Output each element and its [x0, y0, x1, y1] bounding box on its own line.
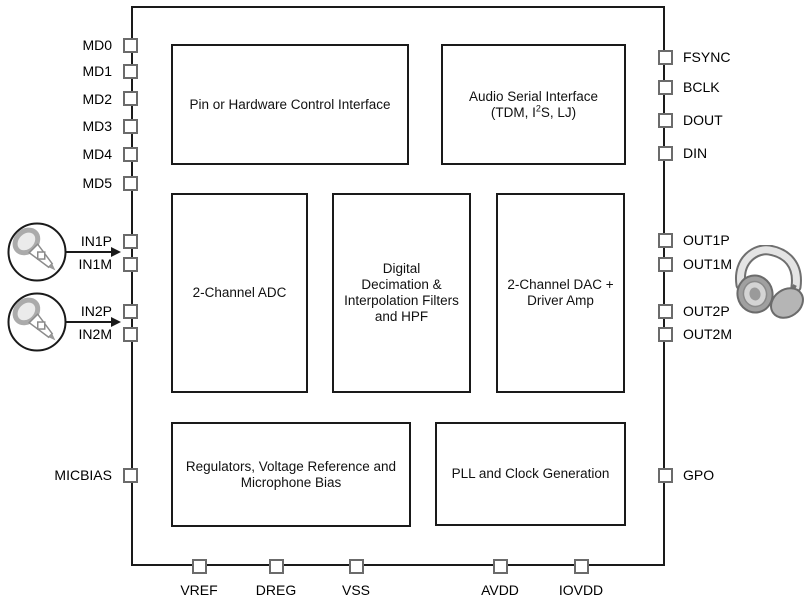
block-label: Microphone Bias	[240, 474, 342, 490]
pin-label-dout: DOUT	[683, 112, 723, 128]
mic2-arrow-head	[111, 317, 121, 327]
pin-label-dreg: DREG	[255, 582, 297, 598]
pin-iovdd	[574, 559, 589, 574]
block-pll-clock-generation	[435, 422, 626, 526]
pin-out2p	[658, 304, 673, 319]
pin-label-micbias: MICBIAS	[54, 467, 112, 483]
mic1-arrow-line	[64, 251, 112, 253]
pin-label-bclk: BCLK	[683, 79, 720, 95]
mic1-arrow-head	[111, 247, 121, 257]
pin-label-in2m: IN2M	[78, 326, 112, 342]
pin-label-out1p: OUT1P	[683, 232, 730, 248]
pin-label-md1: MD1	[82, 63, 112, 79]
block-label: and HPF	[374, 309, 429, 324]
pin-label-in2p: IN2P	[80, 303, 112, 319]
pin-in2p	[123, 304, 138, 319]
pin-vref	[192, 559, 207, 574]
pin-in1p	[123, 234, 138, 249]
pin-label-out1m: OUT1M	[683, 256, 732, 272]
block-digital-decimation-interpolation-filters	[332, 193, 471, 393]
pin-label-md2: MD2	[82, 91, 112, 107]
pin-in2m	[123, 327, 138, 342]
block-regulators-voltage-reference-micbias	[171, 422, 411, 527]
pin-in1m	[123, 257, 138, 272]
pin-dout	[658, 113, 673, 128]
pin-label-in1p: IN1P	[80, 233, 112, 249]
block-label: Regulators, Voltage Reference and	[185, 458, 397, 474]
pin-label-din: DIN	[683, 145, 708, 161]
pin-label-vref: VREF	[180, 582, 218, 598]
asi-line2-superscript: 2	[535, 103, 541, 113]
pin-fsync	[658, 50, 673, 65]
pin-micbias	[123, 468, 138, 483]
pin-label-out2m: OUT2M	[683, 326, 732, 342]
pin-out1p	[658, 233, 673, 248]
pin-label-iovdd: IOVDD	[558, 582, 604, 598]
pin-label-md3: MD3	[82, 118, 112, 134]
block-label: Decimation &	[361, 277, 442, 292]
block-2-channel-adc	[171, 193, 308, 393]
pin-label-fsync: FSYNC	[683, 49, 731, 65]
mic2-arrow-line	[64, 321, 112, 323]
pin-label-in1m: IN1M	[78, 256, 112, 272]
pin-bclk	[658, 80, 673, 95]
block-2-channel-dac-driver-amp	[496, 193, 625, 393]
microphone-icon	[6, 221, 68, 283]
block-label: 2-Channel DAC +	[507, 277, 614, 292]
microphone-icon	[6, 291, 68, 353]
block-label: PLL and Clock Generation	[451, 466, 610, 481]
pin-din	[658, 146, 673, 161]
pin-label-md4: MD4	[82, 146, 112, 162]
pin-label-vss: VSS	[341, 582, 370, 598]
block-label: Driver Amp	[527, 293, 594, 308]
pin-md4	[123, 147, 138, 162]
pin-avdd	[493, 559, 508, 574]
block-label-line2	[491, 105, 576, 121]
pin-dreg	[269, 559, 284, 574]
block-label: Digital	[382, 261, 421, 276]
block-pin-hardware-control-interface	[171, 44, 409, 165]
pin-label-gpo: GPO	[683, 467, 715, 483]
block-label: Interpolation Filters	[344, 293, 459, 308]
asi-line2-post: S, LJ)	[540, 104, 577, 120]
pin-md2	[123, 91, 138, 106]
block-label: Audio Serial Interface	[468, 88, 599, 104]
block-label: 2-Channel ADC	[192, 285, 287, 300]
pin-label-out2p: OUT2P	[683, 303, 730, 319]
headphones-icon	[733, 245, 805, 330]
block-label: Pin or Hardware Control Interface	[189, 96, 391, 112]
pin-gpo	[658, 468, 673, 483]
pin-label-md5: MD5	[82, 175, 112, 191]
pin-label-avdd: AVDD	[481, 582, 519, 598]
pin-out2m	[658, 327, 673, 342]
block-audio-serial-interface	[441, 44, 626, 165]
pin-out1m	[658, 257, 673, 272]
pin-md1	[123, 64, 138, 79]
pin-vss	[349, 559, 364, 574]
pin-md0	[123, 38, 138, 53]
pin-md5	[123, 176, 138, 191]
pin-label-md0: MD0	[82, 37, 112, 53]
pin-md3	[123, 119, 138, 134]
asi-line2-pre: (TDM, I	[490, 104, 536, 120]
